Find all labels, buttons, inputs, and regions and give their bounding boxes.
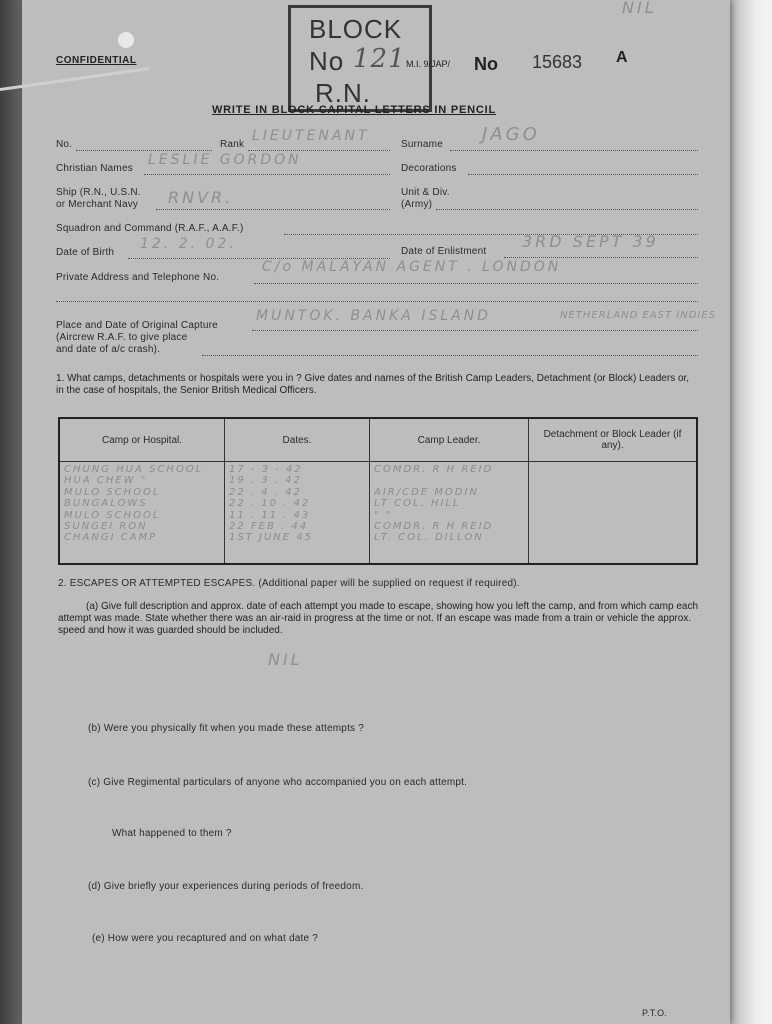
camp-date: 17 - 3 - 42 — [229, 464, 303, 475]
unit-line — [436, 209, 698, 210]
camp-date: 11 . 11 . 43 — [229, 509, 311, 521]
no-label: No. — [56, 139, 73, 150]
question-2b: (b) Were you physically fit when you made these attempts ? — [88, 723, 364, 734]
header-detachment: Detachment or Block Leader (if any). — [529, 418, 698, 462]
pto-label: P.T.O. — [642, 1008, 668, 1018]
table-row — [59, 462, 697, 565]
confidential-label: CONFIDENTIAL — [56, 55, 137, 66]
enlistment-value: 3RD SEPT 39 — [522, 232, 659, 251]
unit-label-line1: Unit & Div. — [401, 187, 450, 198]
christian-names-value: LESLIE GORDON — [148, 152, 302, 168]
christian-names-label: Christian Names — [56, 163, 133, 174]
decorations-line — [468, 174, 698, 175]
unit-label-line2: (Army) — [401, 199, 433, 210]
camp-name: CHANGI CAMP — [64, 532, 158, 544]
ship-label-line2: or Merchant Navy — [56, 199, 139, 210]
camp-name: MULO SCHOOL — [64, 509, 161, 521]
dob-value: 12. 2. 02. — [140, 236, 237, 252]
reference-number: 15683 — [532, 52, 583, 72]
ship-label-line1: Ship (R.N., U.S.N. — [56, 187, 141, 198]
rank-line — [248, 150, 390, 151]
question-2e: (e) How were you recaptured and on what date ? — [92, 933, 318, 944]
header-leader: Camp Leader. — [370, 418, 529, 462]
address-line-2 — [56, 301, 698, 302]
camp-leader: COMDR. R H REID — [374, 521, 494, 533]
stamp-block-text: BLOCK — [309, 14, 403, 44]
address-value: C/o MALAYAN AGENT . LONDON — [262, 259, 562, 275]
form-sheet — [22, 0, 730, 1024]
dates-column — [225, 462, 370, 565]
header-camp: Camp or Hospital. — [59, 418, 225, 462]
camp-leader: COMDR. R H REID — [374, 464, 494, 475]
camp-leader: " " — [374, 509, 393, 521]
capture-place-value: MUNTOK. BANKA ISLAND — [256, 308, 491, 324]
question-1: 1. What camps, detachments or hospitals were you in ? Give dates and names of the British Camp Leaders, Detachment (or Block) Leaders or, in the case of hospitals, the Senior British Medical Officers. — [56, 373, 690, 396]
stamp-block-number: 121 — [353, 44, 406, 74]
camp-date: 1ST JUNE 45 — [229, 532, 313, 544]
detachment-column — [529, 462, 698, 565]
christian-names-line — [144, 174, 390, 175]
question-2a: (a) Give full description and approx. date of each attempt you made to escape, showing how you left the camp, and from which camp each attempt was made. State whether there was an air-raid in progress at the time or not. If an escape was made from a train or vehicle the approx. speed and how it was guarded should be included. — [58, 601, 699, 636]
no-line — [76, 150, 212, 151]
camps-column — [59, 462, 225, 565]
instruction-heading: WRITE IN BLOCK CAPITAL LETTERS IN PENCIL — [212, 104, 496, 116]
dob-label: Date of Birth — [56, 247, 115, 258]
camp-leader: LT COL. HILL — [374, 498, 461, 510]
rank-label: Rank — [220, 139, 245, 150]
camp-name: BUNGALOWS — [64, 498, 148, 510]
reference-no-label: No — [474, 54, 498, 74]
capture-label-line2: (Aircrew R.A.F. to give place — [56, 332, 188, 343]
surname-value: JAGO — [482, 124, 540, 145]
camps-table — [58, 417, 698, 565]
header-dates: Dates. — [225, 418, 370, 462]
camp-date: 22 FEB . 44 — [229, 521, 309, 533]
rank-value: LIEUTENANT — [252, 128, 370, 144]
camp-name: HUA CHEW " — [64, 475, 148, 487]
address-line — [254, 283, 698, 284]
camp-date: 22 . 4 . 42 — [229, 486, 302, 498]
question-2a-answer: NIL — [268, 650, 303, 669]
section-2-title: 2. ESCAPES OR ATTEMPTED ESCAPES. (Additional paper will be supplied on request if required). — [58, 578, 520, 589]
camp-leader: AIR/CDE MODIN — [374, 486, 479, 498]
camp-leader: LT. COL. DILLON — [374, 532, 484, 544]
camp-leader — [374, 475, 524, 486]
surname-line — [450, 150, 698, 151]
camp-name: SUNGEI RON — [64, 521, 148, 533]
camp-date: 22 . 10 . 42 — [229, 498, 311, 510]
stamp-no-text: No — [309, 46, 345, 76]
question-2c: (c) Give Regimental particulars of anyone who accompanied you on each attempt. — [88, 777, 468, 788]
leaders-column — [370, 462, 529, 565]
reference-prefix: M.I. 9/JAP/ — [406, 59, 451, 69]
corner-note: NIL — [622, 0, 657, 17]
squadron-label: Squadron and Command (R.A.F., A.A.F.) — [56, 223, 244, 234]
enlistment-label: Date of Enlistment — [401, 246, 487, 257]
question-2c-followup: What happened to them ? — [112, 828, 232, 839]
address-label: Private Address and Telephone No. — [56, 272, 220, 283]
capture-country-value: NETHERLAND EAST INDIES — [560, 310, 717, 321]
capture-line — [252, 330, 698, 331]
camp-name: CHUNG HUA SCHOOL — [64, 464, 204, 475]
ship-line — [156, 209, 390, 210]
decorations-label: Decorations — [401, 163, 457, 174]
enlistment-line — [504, 257, 698, 258]
capture-label-line1: Place and Date of Original Capture — [56, 320, 218, 331]
capture-label-line3: and date of a/c crash). — [56, 344, 161, 355]
ship-value: RNVR. — [168, 188, 234, 207]
camp-name: MULO SCHOOL — [64, 486, 161, 498]
capture-line-2 — [202, 355, 698, 356]
question-2d: (d) Give briefly your experiences during periods of freedom. — [88, 881, 364, 892]
stamp-rn-text: R.N. — [315, 78, 371, 108]
surname-label: Surname — [401, 139, 443, 150]
camp-date: 19 . 3 . 42 — [229, 475, 302, 487]
reference-suffix: A — [616, 49, 628, 66]
punch-hole — [118, 32, 134, 48]
